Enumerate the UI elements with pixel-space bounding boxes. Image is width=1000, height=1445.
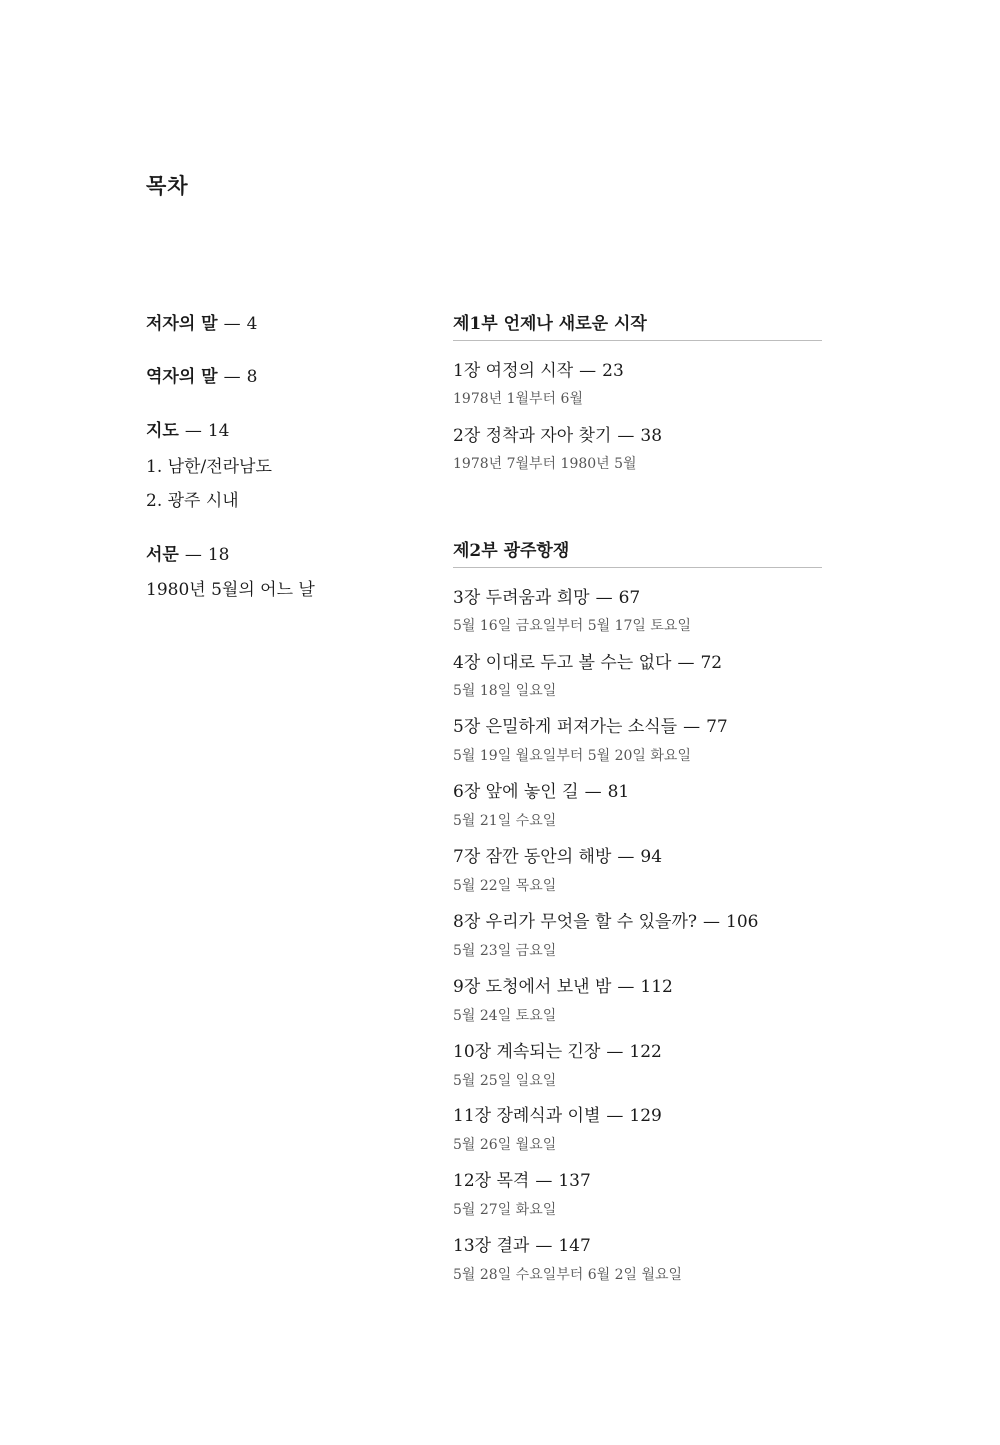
toc-subentry-prologue[interactable] (146, 575, 315, 600)
chapter-dash: — (584, 782, 602, 802)
entry-label: 1. 남한/전라남도 (146, 457, 272, 477)
chapter-3[interactable] (453, 583, 640, 608)
chapter-12[interactable] (453, 1166, 591, 1191)
entry-label: 역자의 말 (146, 367, 218, 387)
chapter-label: 12장 목격 (453, 1171, 530, 1191)
chapter-label: 2장 정착과 자아 찾기 (453, 426, 612, 446)
chapter-2-dates: 1978년 7월부터 1980년 5월 (453, 456, 637, 472)
chapter-5-dates: 5월 19일 월요일부터 5월 20일 화요일 (453, 748, 691, 764)
chapter-dash: — (535, 1171, 553, 1191)
chapter-label: 10장 계속되는 긴장 (453, 1042, 601, 1062)
chapter-8[interactable] (453, 907, 758, 932)
chapter-label: 9장 도청에서 보낸 밤 (453, 977, 612, 997)
chapter-5[interactable] (453, 712, 728, 737)
chapter-9-dates: 5월 24일 토요일 (453, 1008, 557, 1024)
chapter-11[interactable] (453, 1101, 662, 1126)
chapter-13-dates: 5월 28일 수요일부터 6월 2일 월요일 (453, 1267, 683, 1283)
chapter-10-dates: 5월 25일 일요일 (453, 1073, 557, 1089)
chapter-3-dates: 5월 16일 금요일부터 5월 17일 토요일 (453, 618, 691, 634)
chapter-label: 6장 앞에 놓인 길 (453, 782, 579, 802)
chapter-4-dates: 5월 18일 일요일 (453, 683, 557, 699)
chapter-dash: — (677, 653, 695, 673)
chapter-dash: — (579, 361, 597, 381)
part-1-heading: 제1부 언제나 새로운 시작 (453, 309, 822, 341)
chapter-7-dates: 5월 22일 목요일 (453, 878, 557, 894)
chapter-12-dates: 5월 27일 화요일 (453, 1202, 557, 1218)
toc-entry-prologue[interactable] (146, 540, 230, 565)
chapter-1-dates: 1978년 1월부터 6월 (453, 391, 583, 407)
chapter-1[interactable] (453, 356, 624, 381)
entry-dash: — (223, 367, 241, 387)
chapter-dash: — (606, 1042, 624, 1062)
entry-dash: — (184, 421, 202, 441)
toc-subentry-map-1[interactable] (146, 452, 272, 477)
chapter-page: 67 (618, 588, 641, 608)
chapter-dash: — (606, 1106, 624, 1126)
entry-dash: — (184, 545, 202, 565)
chapter-dash: — (703, 912, 721, 932)
chapter-label: 13장 결과 (453, 1236, 530, 1256)
entry-page: 8 (246, 367, 258, 387)
chapter-6[interactable] (453, 777, 629, 802)
chapter-page: 94 (640, 847, 663, 867)
chapter-8-dates: 5월 23일 금요일 (453, 943, 557, 959)
chapter-page: 147 (558, 1236, 591, 1256)
chapter-label: 4장 이대로 두고 볼 수는 없다 (453, 653, 672, 673)
chapter-dash: — (617, 426, 635, 446)
part-2-heading: 제2부 광주항쟁 (453, 536, 822, 568)
toc-entry-maps[interactable] (146, 416, 230, 441)
chapter-page: 122 (629, 1042, 662, 1062)
chapter-label: 5장 은밀하게 퍼져가는 소식들 (453, 717, 678, 737)
chapter-label: 7장 잠깐 동안의 해방 (453, 847, 612, 867)
chapter-label: 8장 우리가 무엇을 할 수 있을까? (453, 912, 698, 932)
chapter-dash: — (595, 588, 613, 608)
chapter-2[interactable] (453, 421, 662, 446)
chapter-page: 137 (558, 1171, 591, 1191)
chapter-7[interactable] (453, 842, 662, 867)
entry-dash: — (223, 314, 241, 334)
chapter-10[interactable] (453, 1037, 662, 1062)
chapter-label: 1장 여정의 시작 (453, 361, 574, 381)
chapter-11-dates: 5월 26일 월요일 (453, 1137, 557, 1153)
toc-entry-translator-preface[interactable] (146, 362, 257, 387)
chapter-dash: — (617, 977, 635, 997)
entry-page: 18 (207, 545, 230, 565)
chapter-dash: — (617, 847, 635, 867)
page-title: 목차 (146, 173, 189, 198)
entry-label: 서문 (146, 545, 179, 565)
chapter-dash: — (535, 1236, 553, 1256)
chapter-9[interactable] (453, 972, 673, 997)
entry-label: 저자의 말 (146, 314, 218, 334)
toc-entry-author-preface[interactable] (146, 309, 257, 334)
chapter-page: 38 (640, 426, 663, 446)
chapter-page: 23 (602, 361, 624, 381)
chapter-label: 11장 장례식과 이별 (453, 1106, 601, 1126)
entry-label: 지도 (146, 421, 179, 441)
chapter-page: 77 (706, 717, 728, 737)
chapter-4[interactable] (453, 648, 722, 673)
chapter-dash: — (683, 717, 701, 737)
chapter-page: 106 (726, 912, 759, 932)
chapter-page: 72 (700, 653, 723, 673)
toc-subentry-map-2[interactable] (146, 486, 239, 511)
chapter-13[interactable] (453, 1231, 591, 1256)
entry-label: 2. 광주 시내 (146, 491, 239, 511)
chapter-6-dates: 5월 21일 수요일 (453, 813, 557, 829)
chapter-page: 129 (629, 1106, 662, 1126)
entry-label: 1980년 5월의 어느 날 (146, 580, 315, 600)
entry-page: 14 (207, 421, 230, 441)
chapter-page: 81 (607, 782, 630, 802)
chapter-page: 112 (640, 977, 673, 997)
entry-page: 4 (246, 314, 258, 334)
chapter-label: 3장 두려움과 희망 (453, 588, 590, 608)
